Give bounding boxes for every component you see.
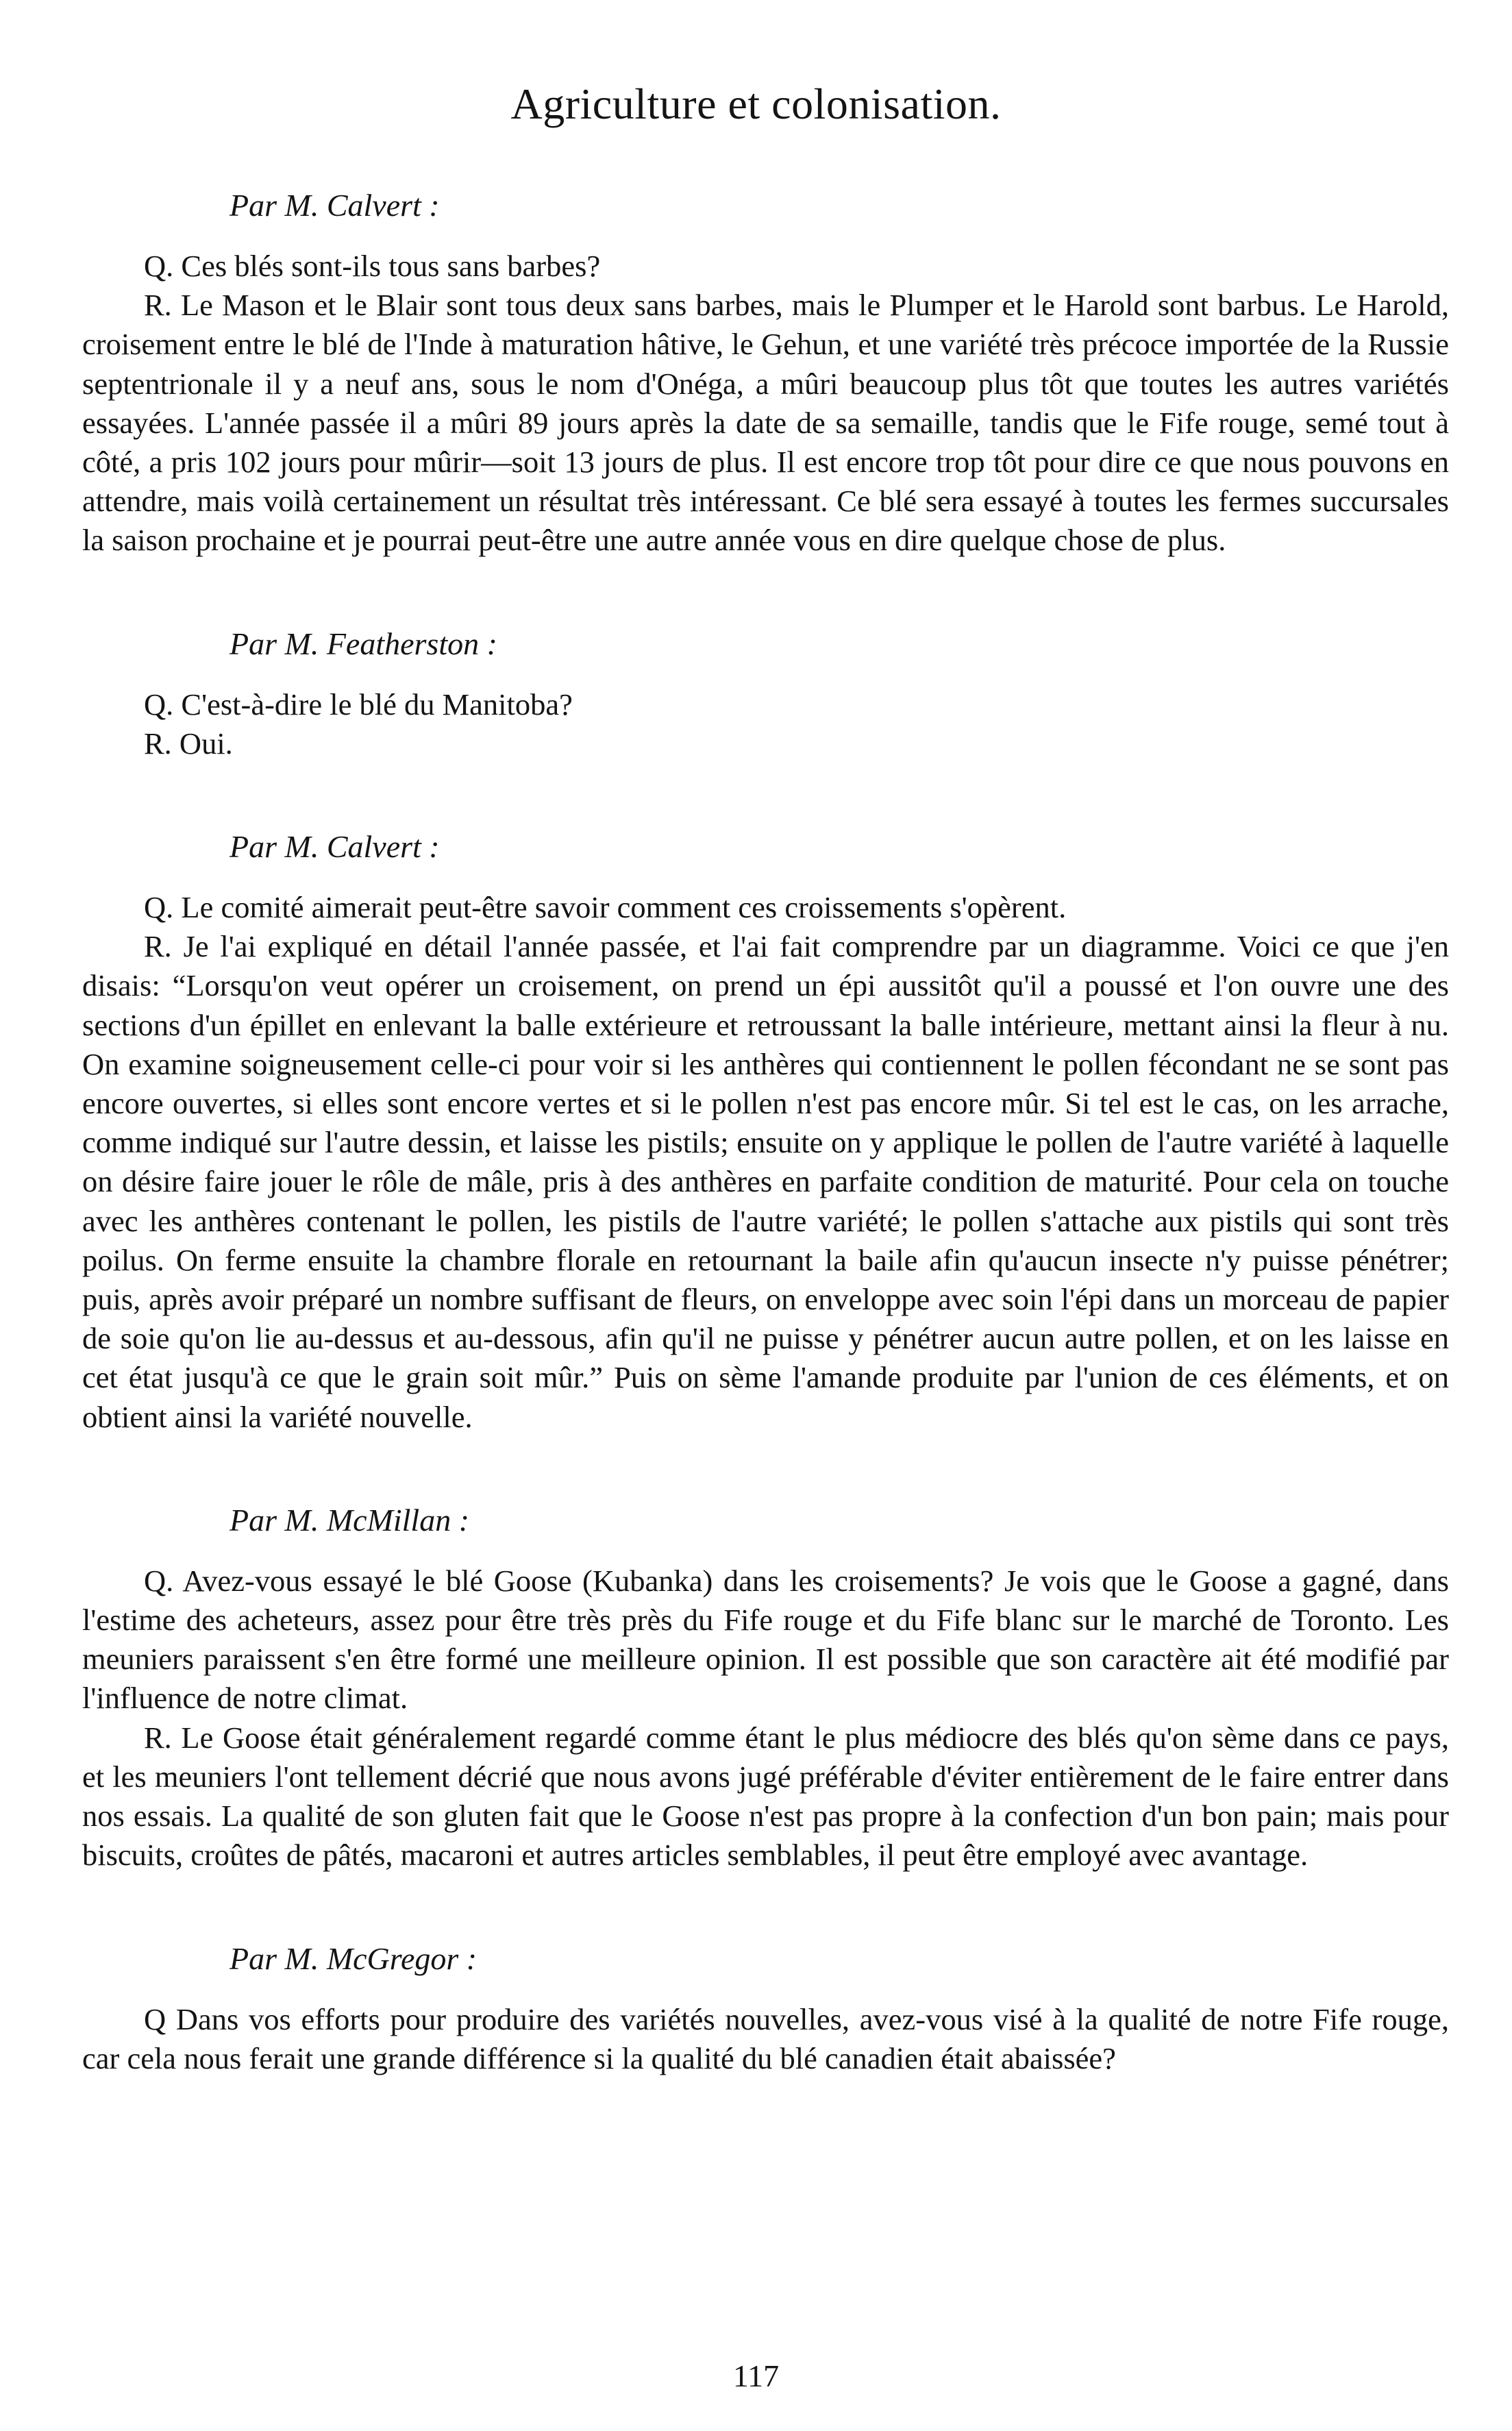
answer-paragraph: R. Le Goose était généralement regardé comme étant le plus médiocre des blés qu'on sème dans ce pays, et les meuniers l'ont tellement décrié que nous avons jugé préférable d'éviter entièrement de le faire entrer dans nos essais. La qualité de son gluten fait que le Goose n'est pas propre à la confection d'un bon pain; mais pour biscuits, croûtes de pâtés, macaroni et autres articles semblables, il peut être employé avec avantage. [82, 1720, 1449, 1873]
question-paragraph: Q. Ces blés sont-ils tous sans barbes? [144, 249, 601, 283]
page-number: 117 [732, 2358, 780, 2393]
answer-paragraph: R. Oui. [144, 726, 233, 761]
section-mcmillan [82, 1500, 1449, 1875]
speaker-label: Par M. Calvert : [230, 829, 440, 865]
section-mcgregor [82, 1938, 1449, 2078]
section-featherston [82, 624, 1449, 763]
body-text [82, 185, 1449, 2078]
speaker-label: Par M. McMillan : [230, 1502, 470, 1538]
running-title: Agriculture et colonisation. [510, 79, 1002, 128]
question-paragraph: Q. Le comité aimerait peut-être savoir comment ces croissements s'opèrent. [144, 890, 1067, 925]
section-calvert-1 [82, 185, 1449, 560]
speaker-label: Par M. Featherston : [230, 626, 497, 661]
speaker-label: Par M. Calvert : [230, 188, 440, 223]
answer-paragraph: R. Le Mason et le Blair sont tous deux sans barbes, mais le Plumper et le Harold sont barbus. Le Harold, croisement entre le blé de l'Inde à maturation hâtive, le Gehun, et une variété très précoce importée de la Russie septentrionale il y a neuf ans, sous le nom d'Onéga, a mûri beaucoup plus tôt que toutes les autres variétés essayées. L'année passée il a mûri 89 jours après la date de sa semaille, tandis que le Fife rouge, semé tout à côté, a pris 102 jours pour mûrir—soit 13 jours de plus. Il est encore trop tôt pour dire ce que nous pouvons en attendre, mais voilà certainement un résultat très intéressant. Ce blé sera essayé à toutes les fermes succursales la saison prochaine et je pourrai peut-être une autre année vous en dire quelque chose de plus. [82, 288, 1449, 558]
question-paragraph: Q. C'est-à-dire le blé du Manitoba? [144, 687, 573, 721]
question-paragraph: Q. Avez-vous essayé le blé Goose (Kubanka) dans les croisements? Je vois que le Goose a gagné, dans l'estime des acheteurs, assez pour être très près du Fife rouge et du Fife blanc sur le marché de Toronto. Les meuniers paraissent s'en être formé une meilleure opinion. Il est possible que son caractère ait été modifié par l'influence de notre climat. [82, 1563, 1449, 1716]
answer-paragraph: R. Je l'ai expliqué en détail l'année passée, et l'ai fait comprendre par un diagramme. Voici ce que j'en disais: “Lorsqu'on veut opérer un croisement, on prend un épi aussitôt qu'il a poussé et l'on ouvre une des sections d'un épillet en enlevant la balle extérieure et retroussant la balle intérieure, mettant ainsi la fleur à nu. On examine soigneusement celle-ci pour voir si les anthères qui contiennent le pollen fécondant ne se sont pas encore ouvertes, si elles sont encore vertes et si le pollen n'est pas encore mûr. Si tel est le cas, on les arrache, comme indiqué sur l'autre dessin, et laisse les pistils; ensuite on y applique le pollen de l'autre variété à laquelle on désire faire jouer le rôle de mâle, pris à des anthères en parfaite condition de maturité. Pour cela on touche avec les anthères contenant le pollen, les pistils de l'autre variété; le pollen s'attache aux pistils qui sont très poilus. On ferme ensuite la chambre florale en retournant la baile afin qu'aucun insecte n'y puisse pénétrer; puis, après avoir préparé un nombre suffisant de fleurs, on enveloppe avec soin l'épi dans un morceau de papier de soie qu'on lie au-dessus et au-dessous, afin qu'il ne puisse y pénétrer aucun autre pollen, et on les laisse en cet état jusqu'à ce que le grain soit mûr.” Puis on sème l'amande produite par l'union de ces éléments, et on obtient ainsi la variété nouvelle. [82, 929, 1449, 1434]
speaker-label: Par M. McGregor : [230, 1940, 478, 1976]
section-calvert-2 [82, 826, 1449, 1437]
question-paragraph: Q Dans vos efforts pour produire des variétés nouvelles, avez-vous visé à la qualité de notre Fife rouge, car cela nous ferait une grande différence si la qualité du blé canadien était abaissée? [82, 2001, 1449, 2075]
